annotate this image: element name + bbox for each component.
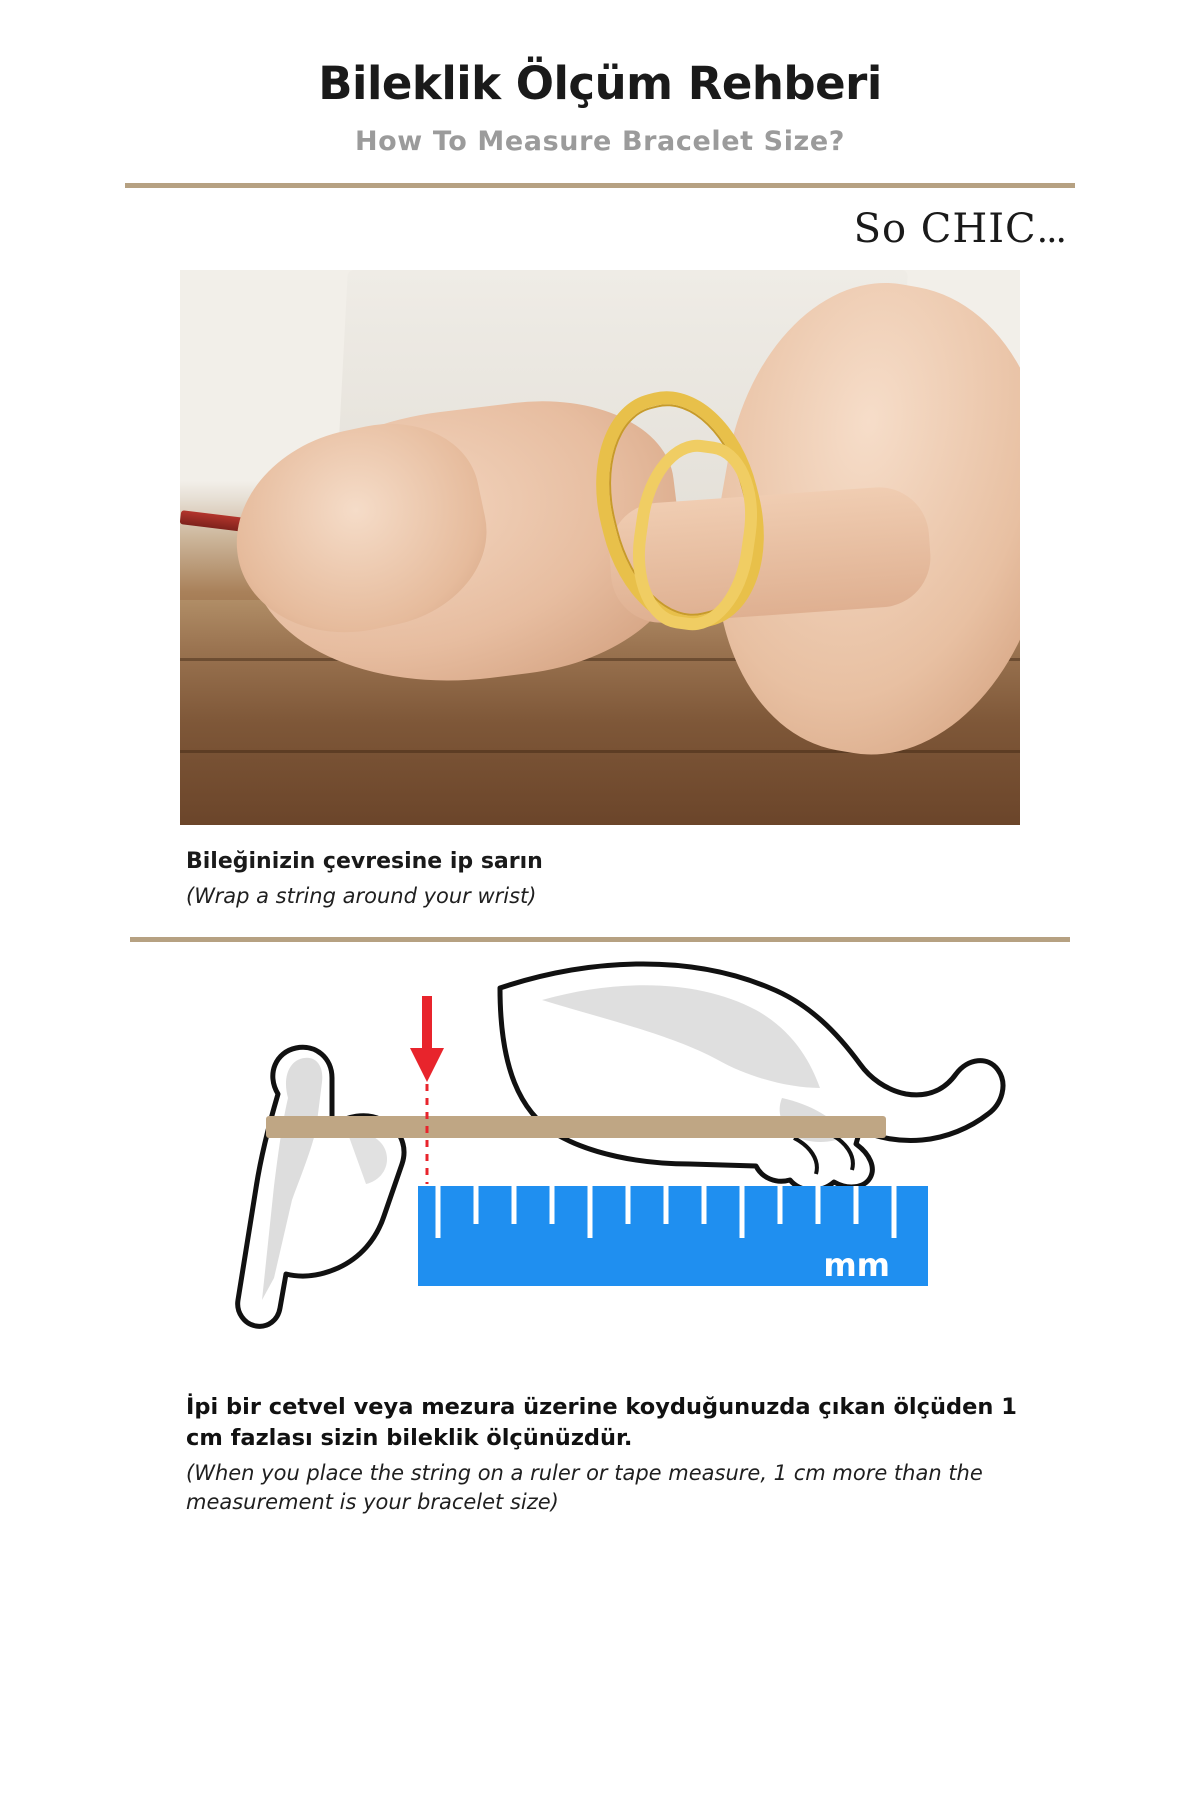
divider-middle [130, 937, 1070, 942]
brand-row [125, 206, 1075, 252]
step1-caption-en: (Wrap a string around your wrist) [186, 884, 537, 909]
page-title: Bileklik Ölçüm Rehberi [318, 57, 882, 110]
step1-photo [180, 270, 1020, 825]
ruler-unit-label: mm [823, 1245, 890, 1284]
brand-name: So CHIC [853, 205, 1037, 252]
divider-middle-wrap [125, 937, 1075, 942]
brand-dots: ... [1036, 209, 1065, 251]
ruler-illustration [418, 1186, 928, 1286]
brand-logo [854, 206, 1065, 252]
step2-caption-tr: İpi bir cetvel veya mezura üzerine koyduğunuzda çıkan ölçüden 1 cm fazlası sizin bileklik ölçünüzdür. [186, 1393, 1017, 1452]
divider-top [125, 183, 1075, 188]
step2-caption-en: (When you place the string on a ruler or tape measure, 1 cm more than the measurement is your bracelet size) [186, 1460, 983, 1515]
step1-caption-tr: Bileğinizin çevresine ip sarın [186, 848, 543, 874]
page-header [0, 0, 1200, 157]
step2-caption [180, 1392, 1020, 1518]
step1-caption [180, 847, 1020, 911]
right-hand-illustration [500, 964, 1003, 1190]
red-arrow-icon [410, 996, 444, 1082]
step2-illustration [170, 948, 1030, 1373]
step2-image-container [125, 948, 1075, 1378]
step1-image-container [180, 270, 1020, 825]
left-hand-illustration [238, 1047, 404, 1326]
string-strip [266, 1116, 886, 1138]
page-subtitle: How To Measure Bracelet Size? [354, 125, 846, 157]
